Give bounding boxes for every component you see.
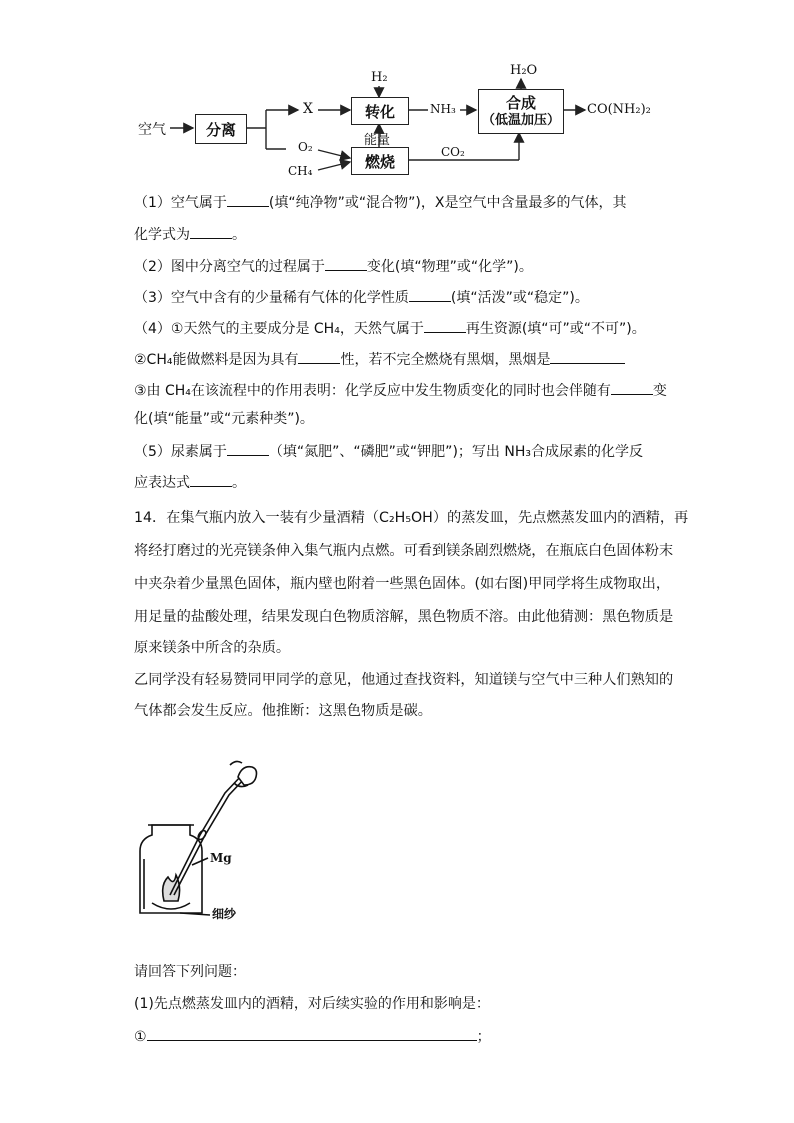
problem-14-para-7: 气体都会发生反应。他推断：这黑色物质是碳。 xyxy=(134,703,432,719)
problem-14-para-4: 用足量的盐酸处理，结果发现白色物质溶解，黑色物质不溶。由此他猜测：黑色物质是 xyxy=(134,609,674,625)
q5-answer-blank-1[interactable] xyxy=(227,441,269,456)
q1-text-b: (填“纯净物”或“混合物”)，X是空气中含量最多的气体，其 xyxy=(268,195,627,211)
problem-14-para-5: 原来镁条中所含的杂质。 xyxy=(134,640,291,656)
q4-2-text-b: 性，若不完全燃烧有黑烟，黑烟是 xyxy=(340,352,551,368)
q4-answer-blank-3[interactable] xyxy=(550,349,625,364)
q2-text-b: 变化(填“物理”或“化学”)。 xyxy=(366,259,533,275)
gas-jar-figure xyxy=(130,755,270,925)
question-5-line-2 xyxy=(134,472,246,493)
q5-text-b: （填“氮肥”、“磷肥”或“钾肥”)；写出 NH₃合成尿素的化学反 xyxy=(268,444,643,460)
sub-question-1-answer-line xyxy=(134,1026,491,1047)
q4-3-text-a: ③由 CH₄在该流程中的作用表明：化学反应中发生物质变化的同时也会伴随有 xyxy=(134,383,611,399)
co2-label: CO₂ xyxy=(441,145,465,159)
q4-3-text-b: 变 xyxy=(652,383,667,399)
problem-14-para-2: 将经打磨过的光亮镁条伸入集气瓶内点燃。可看到镁条剧烈燃烧，在瓶底白色固体粉末 xyxy=(134,543,674,559)
q3-text-b: (填“活泼”或“稳定”)。 xyxy=(450,290,589,306)
synthesis-box-title: 合成 xyxy=(505,93,536,112)
problem-14-para-1: 14．在集气瓶内放入一装有少量酒精（C₂H₅OH）的蒸发皿，先点燃蒸发皿内的酒精，再 xyxy=(134,510,689,526)
burn-box: 燃烧 xyxy=(351,147,409,175)
synthesis-box-condition: （低温加压） xyxy=(481,112,560,128)
q4-text-b: 再生资源(填“可”或“不可”)。 xyxy=(465,321,646,337)
q4-answer-blank-4[interactable] xyxy=(611,380,653,395)
question-4-part-3 xyxy=(134,380,667,401)
h2-label: H₂ xyxy=(371,70,388,85)
nh3-label: NH₃ xyxy=(430,102,456,116)
q1-text-c: 化学式为 xyxy=(134,227,190,243)
energy-label: 能量 xyxy=(364,133,391,148)
question-4-part-2 xyxy=(134,349,625,370)
q3-text-a: （3）空气中含有的少量稀有气体的化学性质 xyxy=(134,290,409,306)
q5-text-d: 。 xyxy=(232,475,246,491)
question-4-part-3-cont xyxy=(134,409,314,429)
answer-item-marker: ① xyxy=(134,1029,147,1045)
problem-14-para-6: 乙同学没有轻易赞同甲同学的意见，他通过查找资料，知道镁与空气中三种人们熟知的 xyxy=(134,672,674,688)
question-4-part-1 xyxy=(134,318,646,339)
question-2 xyxy=(134,256,533,277)
question-1-line-1 xyxy=(134,192,626,213)
q4-answer-blank-2[interactable] xyxy=(298,349,340,364)
sub-question-1: (1)先点燃蒸发皿内的酒精，对后续实验的作用和影响是： xyxy=(134,996,490,1012)
q4-2-text-a: ②CH₄能做燃料是因为具有 xyxy=(134,352,299,368)
question-1-line-2 xyxy=(134,224,246,245)
urea-label: CO(NH₂)₂ xyxy=(587,102,651,117)
q1-answer-blank-1[interactable] xyxy=(227,192,269,207)
convert-box: 转化 xyxy=(351,97,409,125)
q4-text-a: （4）①天然气的主要成分是 CH₄，天然气属于 xyxy=(134,321,424,337)
q4-answer-blank-1[interactable] xyxy=(424,318,466,333)
q4-3-text-c: 化(填“能量”或“元素种类”)。 xyxy=(134,411,314,427)
problem-14-para-3: 中夹杂着少量黑色固体，瓶内壁也附着一些黑色固体。(如右图)甲同学将生成物取出， xyxy=(134,576,671,592)
separate-box: 分离 xyxy=(195,114,247,144)
answer-line-end: ； xyxy=(476,1029,491,1045)
o2-label: O₂ xyxy=(298,140,313,154)
q1-text-d: 。 xyxy=(232,227,246,243)
ch4-label: CH₄ xyxy=(288,164,313,178)
synthesis-box xyxy=(478,89,564,134)
q5-answer-blank-2[interactable] xyxy=(190,472,232,487)
q5-text-a: （5）尿素属于 xyxy=(134,444,227,460)
instruction: 请回答下列问题： xyxy=(134,964,246,980)
input-air-label: 空气 xyxy=(138,122,166,138)
gas-jar-illustration xyxy=(130,755,270,925)
q5-text-c: 应表达式 xyxy=(134,475,190,491)
q3-answer-blank[interactable] xyxy=(409,287,451,302)
question-5-line-1 xyxy=(134,441,643,462)
q1-text-a: （1）空气属于 xyxy=(134,195,227,211)
mg-label: Mg xyxy=(210,851,232,865)
gauze-label: 细纱 xyxy=(212,907,237,921)
q2-answer-blank[interactable] xyxy=(325,256,367,271)
q1-answer-blank-2[interactable] xyxy=(190,224,232,239)
sub-question-1-answer-blank[interactable] xyxy=(147,1026,477,1041)
h2o-label: H₂O xyxy=(510,63,538,78)
q2-text-a: （2）图中分离空气的过程属于 xyxy=(134,259,325,275)
question-3 xyxy=(134,287,589,308)
x-label: X xyxy=(303,101,313,117)
